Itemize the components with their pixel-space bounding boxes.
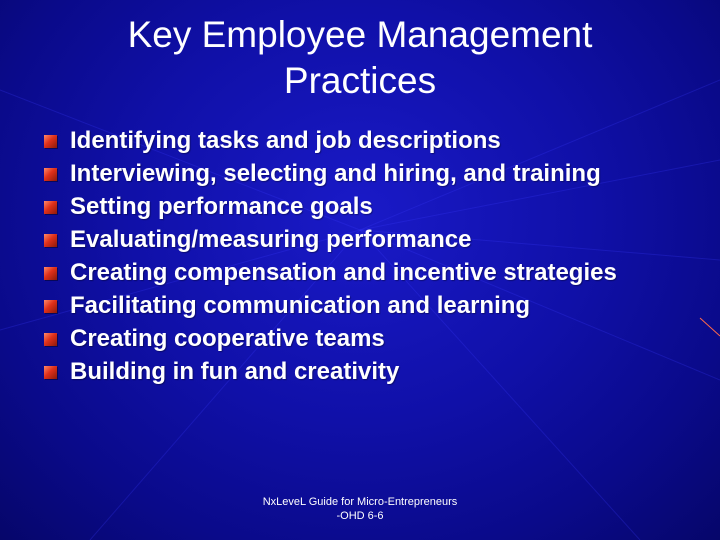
footer-line-1: NxLeveL Guide for Micro-Entrepreneurs	[262, 496, 458, 508]
bullet-text: Facilitating communication and learning	[70, 292, 531, 319]
square-bullet-icon	[44, 135, 57, 148]
bullet-item	[44, 259, 684, 286]
footer-line-2: -OHD 6-6	[336, 510, 384, 522]
bullet-text: Interviewing, selecting and hiring, and training	[70, 160, 601, 187]
bullet-item	[44, 358, 684, 385]
bullet-list	[44, 127, 684, 391]
slide-title-line-2: Practices	[283, 60, 437, 101]
bullet-item	[44, 160, 684, 187]
bullet-text: Creating cooperative teams	[70, 325, 385, 352]
bullet-item	[44, 127, 684, 154]
bullet-text: Evaluating/measuring performance	[70, 226, 472, 253]
bullet-item	[44, 325, 684, 352]
square-bullet-icon	[44, 168, 57, 181]
bullet-text: Identifying tasks and job descriptions	[70, 127, 501, 154]
square-bullet-icon	[44, 267, 57, 280]
slide-title	[40, 12, 680, 104]
bullet-text: Setting performance goals	[70, 193, 373, 220]
bullet-item	[44, 226, 684, 253]
bullet-text: Building in fun and creativity	[70, 358, 400, 385]
bullet-item	[44, 292, 684, 319]
square-bullet-icon	[44, 366, 57, 379]
square-bullet-icon	[44, 300, 57, 313]
square-bullet-icon	[44, 234, 57, 247]
square-bullet-icon	[44, 201, 57, 214]
bullet-text: Creating compensation and incentive strategies	[70, 259, 617, 286]
slide-footer	[0, 495, 720, 523]
slide-title-line-1: Key Employee Management	[127, 14, 593, 55]
square-bullet-icon	[44, 333, 57, 346]
bullet-item	[44, 193, 684, 220]
